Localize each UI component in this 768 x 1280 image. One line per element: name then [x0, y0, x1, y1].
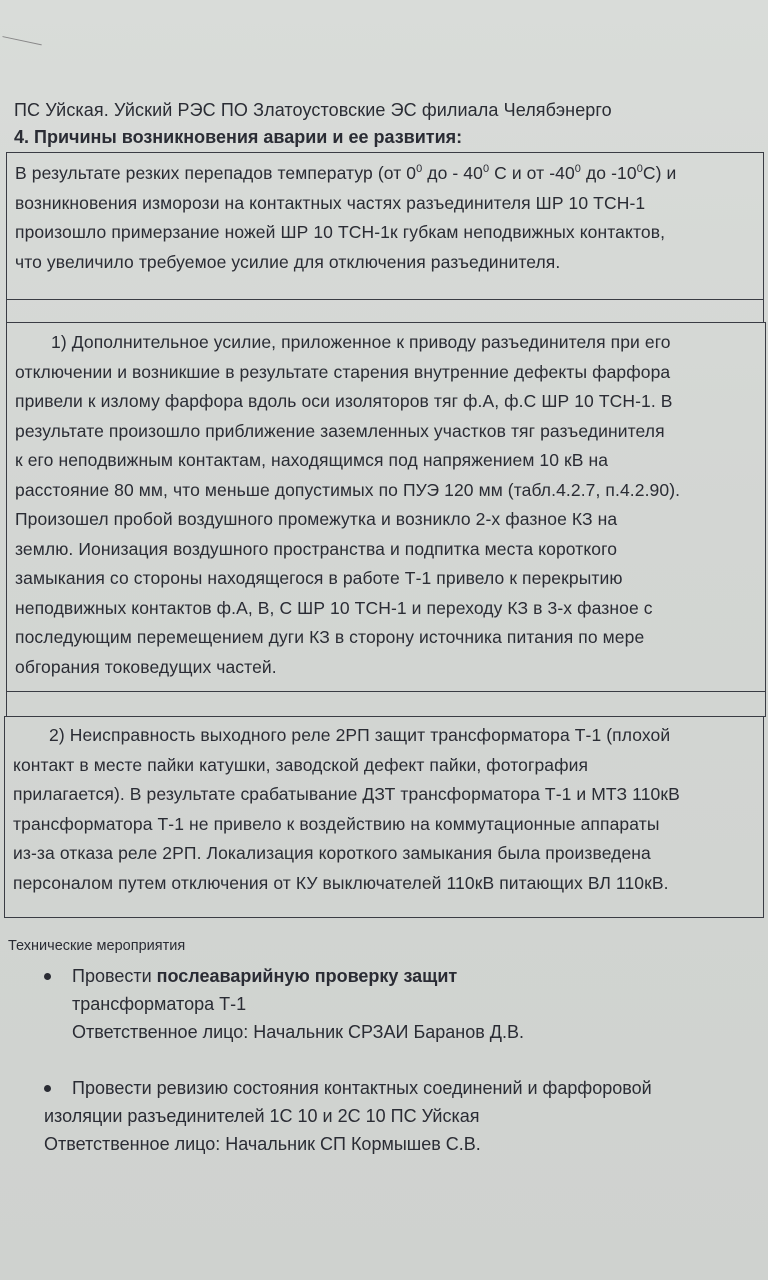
paragraph-line: из-за отказа реле 2РП. Локализация короткого замыкания была произведена [13, 843, 651, 863]
measure-line: трансформатора Т-1 [72, 994, 247, 1014]
header-line: ПС Уйская. Уйский РЭС ПО Златоустовские ЭС филиала Челябэнерго [14, 100, 612, 120]
paragraph-line: Произошел пробой воздушного промежутка и возникло 2-х фазное КЗ на [15, 509, 618, 529]
paragraph-line: контакт в месте пайки катушки, заводской дефект пайки, фотография [13, 754, 589, 775]
empty-row-1 [6, 299, 764, 323]
paragraph-line: 2) Неисправность выходного реле 2РП защит трансформатора Т-1 (плохой [49, 725, 671, 745]
measure-responsible: Ответственное лицо: Начальник СП Кормышев С.В. [44, 1134, 481, 1154]
section-title: 4. Причины возникновения аварии и ее развития: [14, 127, 463, 147]
paragraph-line: персоналом путем отключения от КУ выключателей 110кВ питающих ВЛ 110кВ. [13, 872, 669, 893]
measure-responsible: Ответственное лицо: Начальник СРЗАИ Баранов Д.В. [72, 1022, 524, 1042]
measure-item-2 [44, 1074, 744, 1158]
paragraph-line: результате произошло приближение заземленных участков тяг разъединителя [15, 420, 665, 441]
causes-cell-3 [4, 716, 764, 918]
measure-line: Провести послеаварийную проверку защит [72, 966, 458, 986]
measure-line: Провести ревизию состояния контактных соединений и фарфоровой [72, 1078, 652, 1098]
causes-cell-1 [6, 152, 764, 300]
paragraph-line: прилагается). В результате срабатывание ДЗТ трансформатора Т-1 и МТЗ 110кВ [13, 784, 680, 804]
bullet-icon [44, 973, 51, 980]
cause-line-2: возникновения изморози на контактных частях разъединителя ШР 10 ТСН-1 [15, 192, 646, 213]
measures-title: Технические мероприятия [8, 938, 186, 954]
paragraph-line: обгорания токоведущих частей. [15, 656, 277, 677]
cause-line-4: что увеличило требуемое усилие для отключения разъединителя. [15, 251, 561, 272]
paragraph-line: трансформатора Т-1 не привело к воздействию на коммутационные аппараты [13, 813, 660, 834]
paragraph-line: 1) Дополнительное усилие, приложенное к приводу разъединителя при его [51, 332, 671, 352]
measure-line: изоляции разъединителей 1С 10 и 2С 10 ПС Уйская [44, 1106, 480, 1126]
paragraph-line: привели к излому фарфора вдоль оси изоляторов тяг ф.А, ф.С ШР 10 ТСН-1. В [15, 391, 673, 411]
empty-row-2 [6, 691, 766, 717]
causes-cell-2 [6, 322, 766, 692]
paragraph-line: замыкания со стороны находящегося в работе Т-1 привело к перекрытию [15, 568, 623, 588]
measure-item-1 [72, 962, 752, 1046]
paragraph-line: расстояние 80 мм, что меньше допустимых по ПУЭ 120 мм (табл.4.2.7, п.4.2.90). [15, 479, 681, 500]
paragraph-line: землю. Ионизация воздушного пространства и подпитка места короткого [15, 538, 618, 559]
paper-mark [0, 36, 42, 65]
paragraph-line: отключении и возникшие в результате старения внутренние дефекты фарфора [15, 361, 671, 382]
paragraph-line: последующим перемещением дуги КЗ в сторону источника питания по мере [15, 627, 645, 647]
paragraph-line: к его неподвижным контактам, находящимся под напряжением 10 кВ на [15, 450, 609, 470]
paragraph-line: неподвижных контактов ф.А, В, С ШР 10 ТСН-1 и переходу КЗ в 3-х фазное с [15, 597, 653, 618]
cause-line-1: В результате резких перепадов температур (от $0^0$ до - $40^0$ С и от $-40^0$ до $-10^0С$) и [15, 163, 677, 183]
cause-line-3: произошло примерзание ножей ШР 10 ТСН-1к губкам неподвижных контактов, [15, 222, 666, 242]
